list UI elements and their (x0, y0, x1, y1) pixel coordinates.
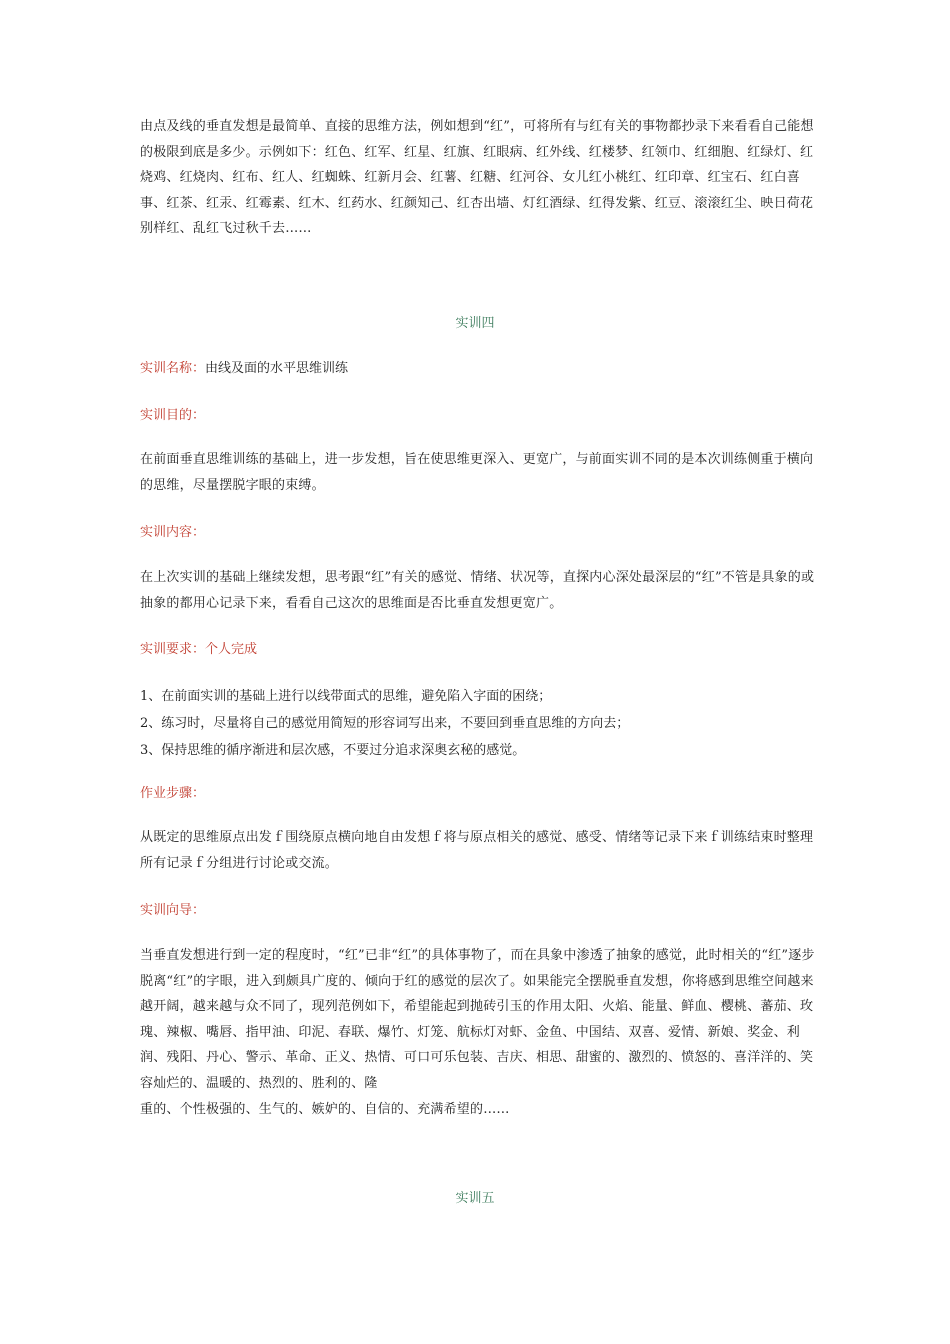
work-steps-line (140, 782, 205, 801)
training-guide-text-continued: 重的、个性极强的、生气的、嫉妒的、自信的、充满希望的…… (140, 1102, 510, 1117)
training-name-line (140, 357, 348, 376)
training-guide-label: 实训向导： (140, 903, 206, 918)
training-guide-line (140, 899, 205, 918)
section-title-4: 实训四 (455, 316, 495, 331)
intro-paragraph: 由点及线的垂直发想是最简单、直接的思维方法，例如想到“红”，可将所有与红有关的事物都抄录下来看看自己能想的极限到底是多少。示例如下：红色、红军、红星、红旗、红眼病、红外线、红楼梦、红领巾、红细胞、红绿灯、红烧鸡、红烧肉、红布、红人、红蜘蛛、红新月会、红薯、红糖、红河谷、女儿红小桃红、红印章、红宝石、红白喜事、红茶、红汞、红霉素、红木、红药水、红颜知己、红杏出墙、灯红酒绿、红得发紫、红豆、滚滚红尘、映日荷花别样红、乱红飞过秋千去…… (140, 119, 814, 236)
section-title-5: 实训五 (455, 1191, 495, 1206)
training-name-label: 实训名称： (140, 361, 206, 376)
training-purpose-label: 实训目的： (140, 408, 206, 423)
training-purpose-text: 在前面垂直思维训练的基础上，进一步发想，旨在使思维更深入、更宽广，与前面实训不同的是本次训练侧重于横向的思维，尽量摆脱字眼的束缚。 (140, 452, 814, 493)
training-name-value: 由线及面的水平思维训练 (205, 361, 349, 376)
training-content-label: 实训内容： (140, 525, 206, 540)
list-item: 2、练习时，尽量将自己的感觉用简短的形容词写出来，不要回到垂直思维的方向去； (140, 716, 630, 731)
training-requirement-value: 个人完成 (205, 642, 258, 657)
work-steps-text: 从既定的思维原点出发ｆ围绕原点横向地自由发想ｆ将与原点相关的感觉、感受、情绪等记录下来ｆ训练结束时整理所有记录ｆ分组进行讨论或交流。 (140, 830, 814, 871)
training-content-text: 在上次实训的基础上继续发想，思考跟“红”有关的感觉、情绪、状况等，直探内心深处最深层的“红”不管是具象的或抽象的都用心记录下来，看看自己这次的思维面是否比垂直发想更宽广。 (140, 570, 815, 611)
list-item: 1、在前面实训的基础上进行以线带面式的思维，避免陷入字面的困绕； (140, 689, 552, 704)
requirements-list (140, 683, 816, 764)
training-requirement-line (140, 638, 257, 657)
training-purpose-line (140, 404, 205, 423)
work-steps-label: 作业步骤： (140, 786, 206, 801)
training-requirement-label: 实训要求： (140, 642, 206, 657)
list-item: 3、保持思维的循序渐进和层次感，不要过分追求深奥玄秘的感觉。 (140, 743, 526, 758)
training-content-line (140, 521, 205, 540)
training-guide-text: 当垂直发想进行到一定的程度时，“红”已非“红”的具体事物了，而在具象中渗透了抽象的感觉，此时相关的“红”逐步脱离“红”的字眼，进入到颇具广度的、倾向于红的感觉的层次了。如果能完全摆脱垂直发想，你将感到思维空间越来越开阔，越来越与众不同了，现列范例如下，希望能起到抛砖引玉的作用太阳、火焰、能量、鲜血、樱桃、蕃茄、玫瑰、辣椒、嘴唇、指甲油、印泥、春联、爆竹、灯笼、航标灯对虾、金鱼、中国结、双喜、爱情、新娘、奖金、利润、残阳、丹心、警示、革命、正义、热情、可口可乐包装、吉庆、相思、甜蜜的、激烈的、愤怒的、喜洋洋的、笑容灿烂的、温暖的、热烈的、胜利的、隆 (140, 948, 815, 1091)
